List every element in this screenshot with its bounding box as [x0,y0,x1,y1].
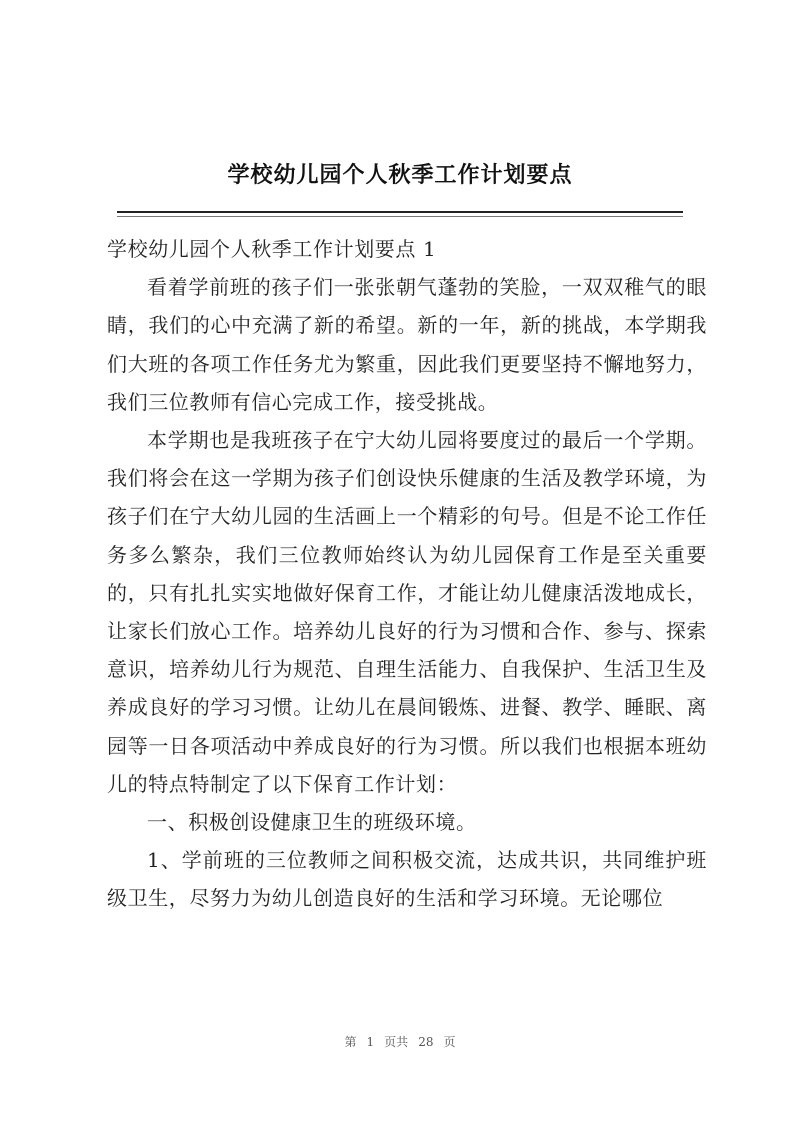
footer-middle: 页共 [384,1035,409,1049]
document-body [107,230,707,918]
section-heading: 学校幼儿园个人秋季工作计划要点 1 [107,237,437,261]
footer-total-pages: 28 [418,1035,434,1049]
paragraph-point-one: 一、积极创设健康卫生的班级环境。 [147,810,477,835]
footer-current-page: 1 [366,1035,375,1049]
title-divider [117,211,683,213]
paragraph-semester: 本学期也是我班孩子在宁大幼儿园将要度过的最后一个学期。我们将会在这一学期为孩子们创设快乐健康的生活及教学环境，为孩子们在宁大幼儿园的生活画上一个精彩的句号。但是不论工作任务多么繁杂，我们三位教师始终认为幼儿园保育工作是至关重要的，只有扎扎实实地做好保育工作，才能让幼儿健康活泼地成长，让家长们放心工作。培养幼儿良好的行为习惯和合作、参与、探索意识，培养幼儿行为规范、自理生活能力、自我保护、生活卫生及养成良好的学习习惯。让幼儿在晨间锻炼、进餐、教学、睡眠、离园等一日各项活动中养成良好的行为习惯。所以我们也根据本班幼儿的特点特制定了以下保育工作计划： [107,428,707,796]
paragraph-intro: 看着学前班的孩子们一张张朝气蓬勃的笑脸，一双双稚气的眼睛，我们的心中充满了新的希望。新的一年，新的挑战，本学期我们大班的各项工作任务尤为繁重，因此我们更要坚持不懈地努力，我们三位教师有信心完成工作，接受挑战。 [107,275,707,414]
page-footer [0,1033,800,1050]
footer-prefix: 第 [344,1035,357,1049]
footer-suffix: 页 [443,1035,456,1049]
title-divider-thin [117,216,683,217]
paragraph-item-one: 1、学前班的三位教师之间积极交流，达成共识，共同维护班级卫生，尽努力为幼儿创造良好的生活和学习环境。无论哪位 [107,848,707,911]
document-title: 学校幼儿园个人秋季工作计划要点 [227,162,573,188]
